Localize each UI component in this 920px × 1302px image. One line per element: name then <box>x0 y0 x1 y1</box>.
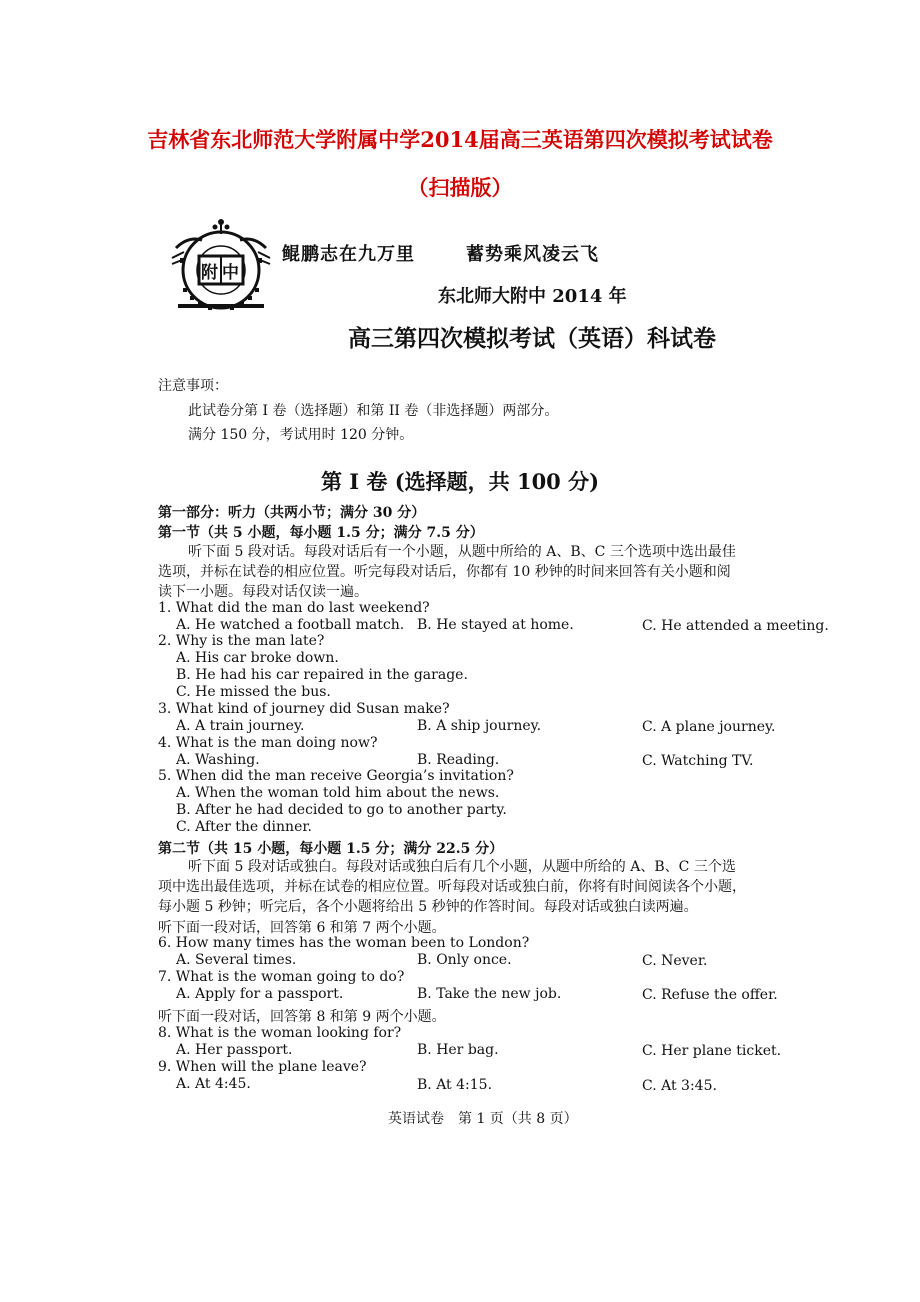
part-title: 第 I 卷 (选择题，共 100 分) <box>320 469 600 494</box>
question-group-label: 听下面一段对话，回答第 6 和第 7 两个小题。 <box>158 920 446 936</box>
section2-instructions-line: 项中选出最佳选项，并标在试卷的相应位置。听每段对话或独白前，你将有时间阅读各个小题， <box>158 879 746 895</box>
document-subtitle: （扫描版） <box>407 175 513 200</box>
question-stem: 3. What kind of journey did Susan make? <box>158 701 450 717</box>
option-a: A. Washing. <box>176 752 260 768</box>
option-b: B. Only once. <box>417 952 512 968</box>
notice-heading: 注意事项： <box>158 378 228 394</box>
question-stem: 8. What is the woman looking for? <box>158 1025 402 1041</box>
option-a: A. His car broke down. <box>176 650 339 666</box>
document-title: 吉林省东北师范大学附属中学2014届高三英语第四次模拟考试试卷 <box>147 127 773 152</box>
notice-line: 满分 150 分，考试用时 120 分钟。 <box>188 427 414 443</box>
section1-instructions-line: 读下一小题。每段对话仅读一遍。 <box>158 584 368 600</box>
option-c: C. At 3:45. <box>642 1078 717 1094</box>
option-b: B. He stayed at home. <box>417 617 574 633</box>
option-b: B. After he had decided to go to another party. <box>176 802 507 818</box>
section2-heading: 第二节（共 15 小题，每小题 1.5 分；满分 22.5 分） <box>158 841 504 857</box>
option-c: C. Watching TV. <box>642 753 754 769</box>
question-stem: 7. What is the woman going to do? <box>158 969 405 985</box>
option-b: B. Her bag. <box>417 1042 499 1058</box>
question-stem: 2. Why is the man late? <box>158 633 325 649</box>
option-c: C. Refuse the offer. <box>642 987 778 1003</box>
emblem-center-text: 附中 <box>201 263 243 283</box>
notice-line: 此试卷分第 I 卷（选择题）和第 II 卷（非选择题）两部分。 <box>188 403 559 419</box>
option-c: C. He attended a meeting. <box>642 618 829 634</box>
option-c: C. Her plane ticket. <box>642 1043 782 1059</box>
option-a: A. He watched a football match. <box>176 617 405 633</box>
section1-heading: 第一节（共 5 小题，每小题 1.5 分；满分 7.5 分） <box>158 525 484 541</box>
question-group-label: 听下面一段对话，回答第 8 和第 9 两个小题。 <box>158 1009 446 1025</box>
option-b: B. At 4:15. <box>417 1077 493 1093</box>
part-section-heading: 第一部分：听力（共两小节；满分 30 分） <box>158 505 426 521</box>
question-stem: 9. When will the plane leave? <box>158 1059 367 1075</box>
option-c: C. He missed the bus. <box>176 684 331 700</box>
option-a: A. Apply for a passport. <box>176 986 344 1002</box>
exam-title: 高三第四次模拟考试（英语）科试卷 <box>348 325 716 352</box>
motto-left: 鲲鹏志在九万里 <box>282 244 415 265</box>
page-footer: 英语试卷 第 1 页（共 8 页） <box>388 1111 578 1127</box>
option-a: A. At 4:45. <box>176 1076 251 1092</box>
option-c: C. A plane journey. <box>642 719 776 735</box>
question-stem: 5. When did the man receive Georgia’s invitation? <box>158 768 514 784</box>
option-b: B. Take the new job. <box>417 986 562 1002</box>
school-emblem-icon <box>168 218 274 310</box>
question-stem: 1. What did the man do last weekend? <box>158 600 430 616</box>
option-a: A. Several times. <box>176 952 297 968</box>
option-c: C. After the dinner. <box>176 819 312 835</box>
school-year: 东北师大附中 2014 年 <box>438 286 627 307</box>
section2-instructions-line: 听下面 5 段对话或独白。每段对话或独白后有几个小题，从题中所给的 A、B、C 三个选 <box>188 859 736 875</box>
question-stem: 4. What is the man doing now? <box>158 735 378 751</box>
option-a: A. When the woman told him about the news. <box>176 785 500 801</box>
option-a: A. Her passport. <box>176 1042 293 1058</box>
section1-instructions-line: 选项，并标在试卷的相应位置。听完每段对话后，你都有 10 秒钟的时间来回答有关小题和阅 <box>158 564 731 580</box>
question-stem: 6. How many times has the woman been to London? <box>158 935 530 951</box>
option-b: B. Reading. <box>417 752 500 768</box>
motto-right: 蓄势乘风凌云飞 <box>466 244 599 265</box>
section2-instructions-line: 每小题 5 秒钟；听完后，各个小题将给出 5 秒钟的作答时间。每段对话或独白读两遍。 <box>158 899 698 915</box>
option-c: C. Never. <box>642 953 708 969</box>
section1-instructions-line: 听下面 5 段对话。每段对话后有一个小题，从题中所给的 A、B、C 三个选项中选出最佳 <box>188 544 736 560</box>
option-a: A. A train journey. <box>176 718 305 734</box>
option-b: B. He had his car repaired in the garage. <box>176 667 468 683</box>
option-b: B. A ship journey. <box>417 718 542 734</box>
